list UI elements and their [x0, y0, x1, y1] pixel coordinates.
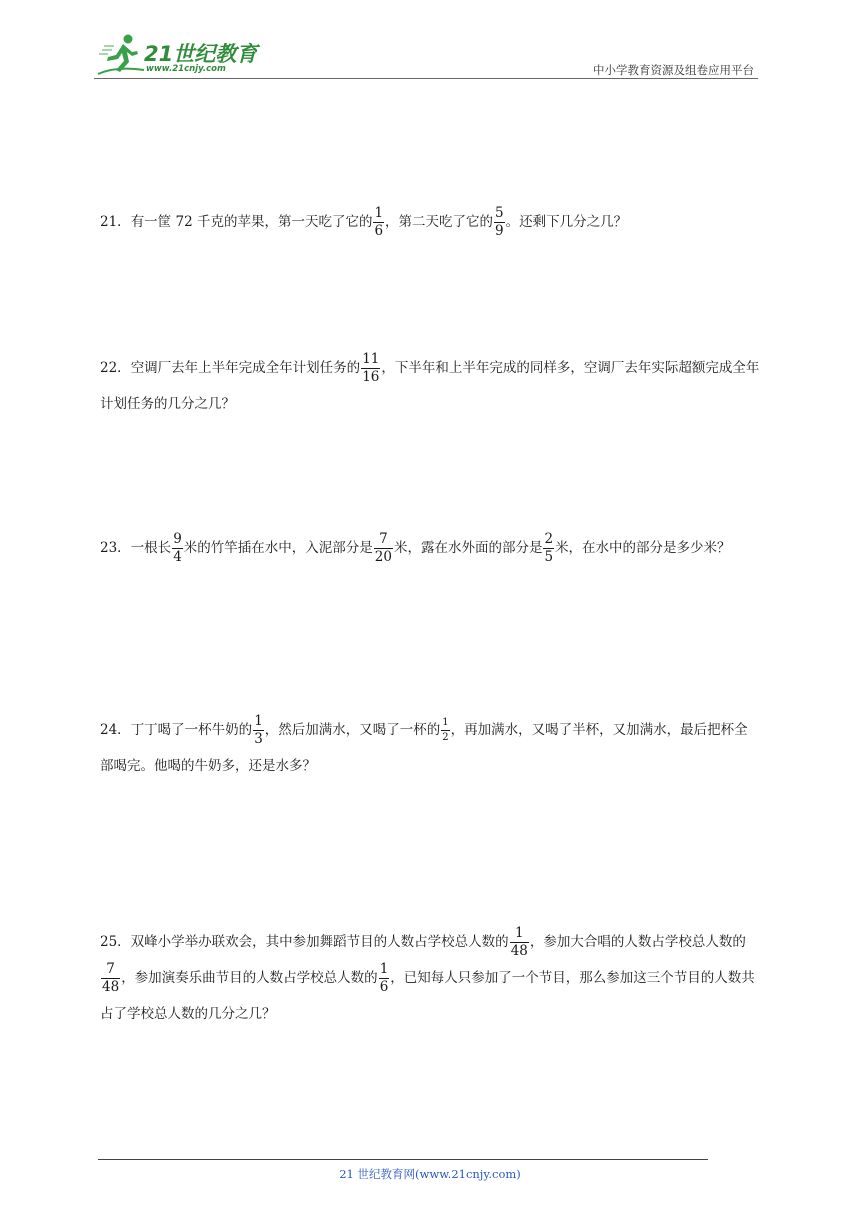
question-text: 。还剩下几分之几？ — [505, 214, 628, 230]
fraction — [543, 530, 554, 565]
logo — [96, 30, 266, 80]
fraction — [172, 530, 183, 565]
denominator: 16 — [362, 369, 380, 385]
denominator: 5 — [544, 549, 554, 565]
fraction — [361, 350, 380, 385]
question-text: ，已知每人只参加了一个节目，那么参加这三个节目的人数共占了学校总人数的几分之几？ — [100, 970, 755, 1022]
denominator: 3 — [254, 731, 263, 747]
header-divider — [94, 78, 758, 79]
question-text: ，再加满水，又喝了半杯，又加满水，最后把杯全部喝完。他喝的牛奶多，还是水多？ — [100, 722, 748, 774]
footer-divider — [98, 1159, 708, 1160]
denominator: 9 — [495, 223, 504, 239]
denominator: 6 — [379, 979, 389, 995]
question-text: 一根长 — [130, 540, 172, 556]
question-text: 米，露在水外面的部分是 — [393, 540, 543, 556]
question-text: 空调厂去年上半年完成全年计划任务的 — [130, 360, 361, 376]
question-number: 22． — [100, 360, 131, 376]
question-text: ，下半年和上半年完成的同样多，空调厂去年实际超额完成全年计划任务的几分之几？ — [100, 360, 760, 412]
question-text: ，第二天吃了它的 — [385, 214, 494, 230]
denominator: 20 — [374, 549, 392, 565]
question-text: 丁丁喝了一杯牛奶的 — [130, 722, 253, 738]
denominator: 2 — [442, 732, 449, 743]
numerator: 11 — [361, 353, 380, 370]
denominator: 6 — [374, 223, 384, 239]
question-text: ，然后加满水，又喝了一杯的 — [264, 722, 441, 738]
numerator: 1 — [379, 963, 390, 980]
denominator: 4 — [173, 549, 182, 565]
denominator: 48 — [102, 979, 120, 995]
numerator: 1 — [373, 207, 384, 224]
question-23 — [100, 530, 760, 566]
numerator: 5 — [494, 207, 505, 224]
question-text: 双峰小学举办联欢会，其中参加舞蹈节目的人数占学校总人数的 — [130, 934, 509, 950]
numerator: 1 — [253, 715, 264, 732]
numerator: 1 — [510, 927, 529, 944]
denominator: 48 — [510, 943, 528, 959]
question-24 — [100, 712, 760, 784]
fraction — [510, 924, 529, 959]
question-text: 米，在水中的部分是多少米？ — [555, 540, 731, 556]
question-number: 25． — [100, 934, 131, 950]
numerator: 9 — [172, 533, 183, 550]
footer-link[interactable]: 21 世纪教育网(www.21cnjy.com) — [339, 1167, 521, 1181]
question-text: 有一筐 72 千克的苹果，第一天吃了它的 — [130, 214, 373, 230]
fraction — [374, 530, 393, 565]
fraction — [379, 960, 390, 995]
fraction — [494, 204, 505, 239]
question-number: 21． — [100, 214, 131, 230]
question-text: ，参加演奏乐曲节目的人数占学校总人数的 — [121, 970, 378, 986]
question-25 — [100, 924, 760, 1032]
platform-title: 中小学教育资源及组卷应用平台 — [593, 63, 754, 77]
question-text: ，参加大合唱的人数占学校总人数的 — [529, 934, 746, 950]
numerator: 2 — [543, 533, 554, 550]
fraction — [441, 718, 449, 743]
logo-url: www.21cnjy.com — [146, 64, 226, 74]
page-header — [96, 30, 756, 80]
numerator: 7 — [374, 533, 393, 550]
fraction — [253, 712, 264, 747]
numerator: 7 — [101, 963, 120, 980]
runner-icon — [96, 30, 146, 80]
question-22 — [100, 350, 760, 422]
question-number: 24． — [100, 722, 131, 738]
fraction — [373, 204, 384, 239]
question-text: 米的竹竿插在水中，入泥部分是 — [183, 540, 373, 556]
fraction — [101, 960, 120, 995]
numerator: 1 — [441, 718, 449, 731]
logo-text: 21世纪教育 — [144, 42, 258, 66]
question-21 — [100, 204, 760, 240]
question-number: 23． — [100, 540, 131, 556]
